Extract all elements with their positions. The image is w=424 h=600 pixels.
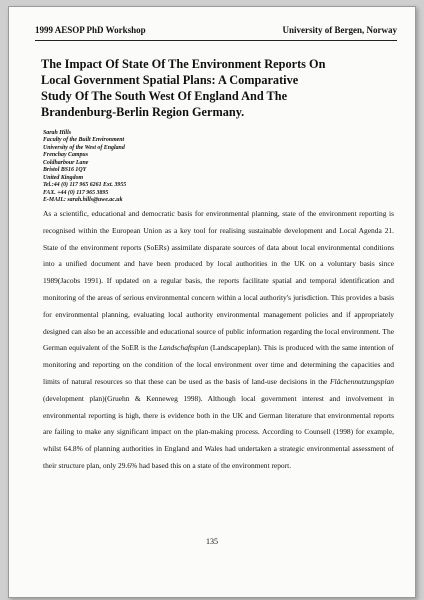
body-text-part-3: (development plan)(Gruehn & Kenneweg 1998). Although local government interest and involvement in environmental reporting is high, there is evidence both in the UK and German literature that environmental reports are failing to make any significant impact on the plan-making process. According to Counsell (1998) for example, whilst 64.8% of planning authorities in England and Wales had undertaken a strategic environmental assessment of their structure plan, only 29.6% had based this on a state of the environment report. xyxy=(43,393,394,470)
body-text-part-1: As a scientific, educational and democratic basis for environmental planning, state of the environment reporting is recognised within the European Union as a key tool for realising sustainable development and Local Agenda 21. State of the environment reports (SoERs) assimilate disparate sources of data about local environmental conditions into a unified document and have been produced by local authorities in the UK on a voluntary basis since 1989(Jacobs 1991). If updated on a regular basis, the reports facilitate spatial and temporal identification and monitoring of the areas of serious environmental concern within a local authority's jurisdiction. This provides a basis for environmental planning, evaluating local authority environmental management policies and if appropriately designed can also be an accessible and educational source of public information regarding the local environment. The German equivalent of the SoER is the xyxy=(43,209,394,353)
term-landschaftsplan: Landschaftsplan xyxy=(158,343,209,353)
author-street: Coldharbour Lane xyxy=(43,159,89,166)
author-country: United Kingdom xyxy=(43,174,84,181)
body-paragraph xyxy=(43,206,394,475)
paper-title: The Impact Of State Of The Environment Reports On Local Government Spatial Plans: A Comparative Study Of The South West Of England And The Brandenburg-Berlin Region Germany. xyxy=(41,57,326,119)
running-header xyxy=(35,25,397,35)
author-fax: FAX. +44 (0) 117 965 3895 xyxy=(43,189,109,196)
term-flaechennutzungsplan: Flächennutzungsplan xyxy=(329,376,394,386)
document-page xyxy=(8,6,416,598)
author-email: E-MAIL: sarah.hills@uwe.ac.uk xyxy=(43,197,123,204)
body-text-part-2: (Landscapeplan). This is produced with the same intention of monitoring and reporting on the condition of the local environment over time and determining the capacities and limits of natural resources so that these can be used as the basis of land-use decisions in the xyxy=(43,343,394,386)
header-left: 1999 AESOP PhD Workshop xyxy=(35,25,146,35)
author-university: University of the West of England xyxy=(43,144,125,151)
author-campus: Frenchay Campus xyxy=(43,152,89,159)
author-block xyxy=(43,130,243,205)
author-telephone: Tel.:44 (0) 117 965 6261 Ext. 3955 xyxy=(43,182,127,189)
author-name: Sarah Hills xyxy=(43,130,71,136)
author-faculty: Faculty of the Built Environment xyxy=(43,137,125,144)
author-city: Bristol BS16 1QY xyxy=(43,167,87,174)
header-rule xyxy=(35,40,397,41)
page-number: 135 xyxy=(206,537,218,546)
header-right: University of Bergen, Norway xyxy=(282,25,397,35)
